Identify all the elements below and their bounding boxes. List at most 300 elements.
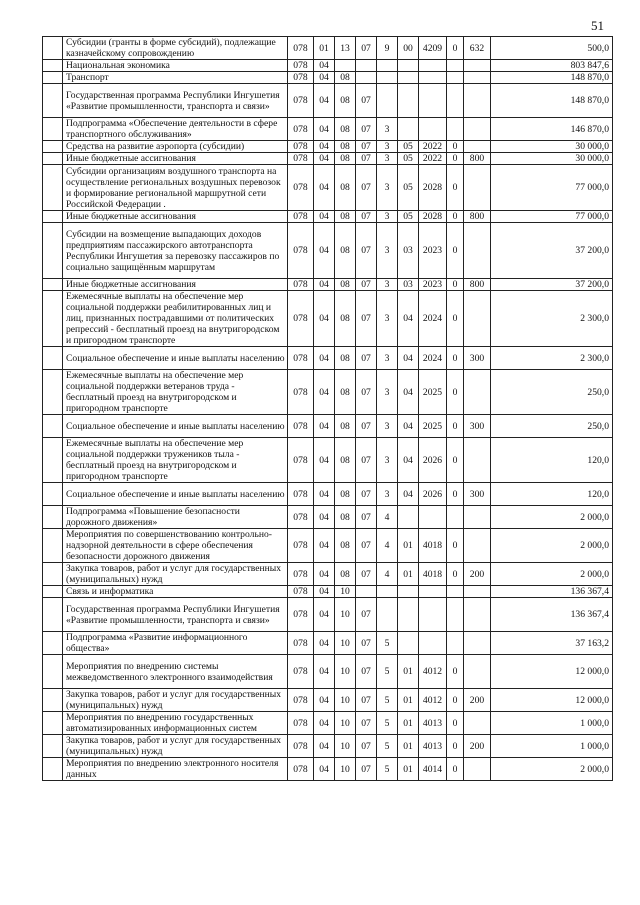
code-main-event: 01	[398, 689, 419, 712]
code-program: 07	[356, 279, 377, 291]
code-main-event: 04	[398, 415, 419, 438]
code-main-event	[398, 118, 419, 141]
code-admin: 078	[288, 118, 314, 141]
row-name: Закупка товаров, работ и услуг для государственных (муниципальных) нужд	[63, 689, 288, 712]
row-name: Иные бюджетные ассигнования	[63, 279, 288, 291]
table-row	[43, 632, 613, 655]
code-main-event: 03	[398, 279, 419, 291]
code-section: 04	[314, 506, 335, 529]
code-subprogram: 5	[377, 632, 398, 655]
code-extra	[447, 586, 464, 598]
code-subsection: 08	[335, 506, 356, 529]
code-program: 07	[356, 735, 377, 758]
table-row	[43, 735, 613, 758]
code-extra: 0	[447, 415, 464, 438]
code-direction	[419, 118, 447, 141]
code-subsection: 08	[335, 211, 356, 223]
code-subprogram	[377, 72, 398, 84]
code-expense-type: 800	[464, 211, 491, 223]
code-extra: 0	[447, 279, 464, 291]
code-subsection: 13	[335, 37, 356, 60]
code-direction: 2028	[419, 211, 447, 223]
code-program: 07	[356, 632, 377, 655]
table-row	[43, 415, 613, 438]
code-direction: 2023	[419, 223, 447, 279]
code-subsection: 10	[335, 632, 356, 655]
code-direction	[419, 506, 447, 529]
code-subsection: 08	[335, 118, 356, 141]
table-row	[43, 84, 613, 118]
table-row	[43, 165, 613, 211]
code-expense-type	[464, 506, 491, 529]
code-extra: 0	[447, 735, 464, 758]
row-index-cell	[43, 438, 63, 483]
code-direction: 2025	[419, 415, 447, 438]
code-extra	[447, 632, 464, 655]
code-expense-type	[464, 598, 491, 632]
row-sum: 136 367,4	[491, 598, 613, 632]
code-section: 04	[314, 415, 335, 438]
row-name: Средства на развитие аэропорта (субсидии)	[63, 141, 288, 153]
row-index-cell	[43, 291, 63, 347]
row-index-cell	[43, 415, 63, 438]
row-name: Социальное обеспечение и иные выплаты населению	[63, 415, 288, 438]
row-sum: 2 300,0	[491, 291, 613, 347]
code-main-event: 04	[398, 347, 419, 370]
code-subprogram: 5	[377, 655, 398, 689]
row-sum: 250,0	[491, 415, 613, 438]
row-index-cell	[43, 655, 63, 689]
row-index-cell	[43, 223, 63, 279]
table-row	[43, 506, 613, 529]
code-extra: 0	[447, 689, 464, 712]
code-program: 07	[356, 563, 377, 586]
code-admin: 078	[288, 279, 314, 291]
row-index-cell	[43, 483, 63, 506]
row-index-cell	[43, 211, 63, 223]
row-sum: 120,0	[491, 483, 613, 506]
code-subsection: 08	[335, 347, 356, 370]
code-section: 04	[314, 758, 335, 781]
code-program: 07	[356, 84, 377, 118]
code-direction	[419, 598, 447, 632]
code-section: 04	[314, 438, 335, 483]
budget-table-body	[43, 37, 613, 781]
code-subprogram: 3	[377, 153, 398, 165]
code-subsection: 10	[335, 598, 356, 632]
code-expense-type	[464, 118, 491, 141]
code-main-event	[398, 72, 419, 84]
code-section: 04	[314, 347, 335, 370]
code-subprogram: 3	[377, 370, 398, 415]
row-sum: 500,0	[491, 37, 613, 60]
row-name: Закупка товаров, работ и услуг для государственных (муниципальных) нужд	[63, 735, 288, 758]
code-expense-type: 800	[464, 279, 491, 291]
row-index-cell	[43, 153, 63, 165]
code-admin: 078	[288, 735, 314, 758]
row-index-cell	[43, 165, 63, 211]
code-subprogram: 9	[377, 37, 398, 60]
code-expense-type: 200	[464, 735, 491, 758]
code-admin: 078	[288, 37, 314, 60]
code-direction: 4013	[419, 712, 447, 735]
code-main-event: 01	[398, 758, 419, 781]
code-subprogram	[377, 60, 398, 72]
code-expense-type: 300	[464, 483, 491, 506]
table-row	[43, 153, 613, 165]
code-subprogram: 3	[377, 415, 398, 438]
row-sum: 77 000,0	[491, 211, 613, 223]
code-subsection: 10	[335, 712, 356, 735]
row-name: Ежемесячные выплаты на обеспечение мер социальной поддержки тружеников тыла - бесплатный проезд на внутригородском и пригородном транспорте	[63, 438, 288, 483]
table-row	[43, 347, 613, 370]
table-row	[43, 141, 613, 153]
code-subprogram: 3	[377, 279, 398, 291]
row-index-cell	[43, 529, 63, 563]
table-row	[43, 37, 613, 60]
code-program: 07	[356, 506, 377, 529]
code-expense-type	[464, 370, 491, 415]
code-main-event: 01	[398, 529, 419, 563]
code-subsection	[335, 60, 356, 72]
code-subsection: 08	[335, 141, 356, 153]
code-subsection: 10	[335, 689, 356, 712]
row-sum: 803 847,6	[491, 60, 613, 72]
code-expense-type: 800	[464, 153, 491, 165]
code-main-event: 05	[398, 211, 419, 223]
row-sum: 2 000,0	[491, 529, 613, 563]
code-admin: 078	[288, 153, 314, 165]
code-extra: 0	[447, 529, 464, 563]
code-direction: 4018	[419, 529, 447, 563]
code-expense-type: 200	[464, 563, 491, 586]
table-row	[43, 483, 613, 506]
table-row	[43, 586, 613, 598]
row-name: Подпрограмма «Развитие информационного общества»	[63, 632, 288, 655]
code-subsection: 08	[335, 563, 356, 586]
code-subsection: 08	[335, 279, 356, 291]
code-direction: 2024	[419, 347, 447, 370]
code-program: 07	[356, 415, 377, 438]
code-subsection: 08	[335, 438, 356, 483]
code-program	[356, 72, 377, 84]
row-index-cell	[43, 632, 63, 655]
code-admin: 078	[288, 483, 314, 506]
row-sum: 37 200,0	[491, 279, 613, 291]
code-direction: 4014	[419, 758, 447, 781]
code-admin: 078	[288, 563, 314, 586]
row-name: Ежемесячные выплаты на обеспечение мер социальной поддержки реабилитированных лиц и лиц, признанных пострадавшими от политических репрессий - бесплатный проезд на внутригородском и пригородном транспорте	[63, 291, 288, 347]
code-admin: 078	[288, 689, 314, 712]
code-expense-type	[464, 141, 491, 153]
code-main-event	[398, 598, 419, 632]
row-sum: 1 000,0	[491, 735, 613, 758]
row-name: Государственная программа Республики Ингушетия «Развитие промышленности, транспорта и связи»	[63, 598, 288, 632]
code-expense-type: 632	[464, 37, 491, 60]
code-section: 04	[314, 689, 335, 712]
row-sum: 12 000,0	[491, 689, 613, 712]
code-main-event: 01	[398, 712, 419, 735]
code-extra: 0	[447, 758, 464, 781]
table-row	[43, 529, 613, 563]
row-name: Национальная экономика	[63, 60, 288, 72]
code-admin: 078	[288, 655, 314, 689]
code-direction: 2025	[419, 370, 447, 415]
code-extra: 0	[447, 211, 464, 223]
code-section: 04	[314, 655, 335, 689]
row-name: Субсидии на возмещение выпадающих доходов предприятиям пассажирского автотранспорта Республики Ингушетия за перевозку пассажиров по социально защищённым маршрутам	[63, 223, 288, 279]
code-program: 07	[356, 758, 377, 781]
row-name: Подпрограмма «Повышение безопасности дорожного движения»	[63, 506, 288, 529]
code-program: 07	[356, 689, 377, 712]
code-extra: 0	[447, 655, 464, 689]
row-index-cell	[43, 712, 63, 735]
table-row	[43, 279, 613, 291]
code-extra	[447, 72, 464, 84]
code-expense-type	[464, 758, 491, 781]
code-extra: 0	[447, 438, 464, 483]
code-extra: 0	[447, 141, 464, 153]
code-main-event: 05	[398, 153, 419, 165]
code-expense-type: 200	[464, 689, 491, 712]
code-subprogram: 3	[377, 223, 398, 279]
row-index-cell	[43, 563, 63, 586]
row-index-cell	[43, 689, 63, 712]
code-direction: 2028	[419, 165, 447, 211]
code-subprogram: 5	[377, 735, 398, 758]
code-program: 07	[356, 483, 377, 506]
code-program: 07	[356, 438, 377, 483]
code-admin: 078	[288, 211, 314, 223]
row-index-cell	[43, 141, 63, 153]
table-row	[43, 211, 613, 223]
table-row	[43, 758, 613, 781]
code-main-event: 05	[398, 141, 419, 153]
code-main-event: 01	[398, 655, 419, 689]
code-main-event: 04	[398, 370, 419, 415]
code-program: 07	[356, 655, 377, 689]
row-name: Транспорт	[63, 72, 288, 84]
code-admin: 078	[288, 165, 314, 211]
code-expense-type	[464, 72, 491, 84]
row-index-cell	[43, 347, 63, 370]
code-expense-type	[464, 223, 491, 279]
code-direction: 2023	[419, 279, 447, 291]
row-name: Мероприятия по внедрению электронного носителя данных	[63, 758, 288, 781]
code-section: 04	[314, 598, 335, 632]
code-subprogram: 3	[377, 291, 398, 347]
code-section: 04	[314, 165, 335, 211]
code-admin: 078	[288, 72, 314, 84]
code-subprogram: 3	[377, 347, 398, 370]
code-program: 07	[356, 712, 377, 735]
code-main-event: 03	[398, 223, 419, 279]
code-section: 04	[314, 483, 335, 506]
code-section: 01	[314, 37, 335, 60]
row-sum: 136 367,4	[491, 586, 613, 598]
row-name: Иные бюджетные ассигнования	[63, 153, 288, 165]
code-subprogram: 5	[377, 689, 398, 712]
code-main-event: 04	[398, 438, 419, 483]
row-sum: 2 000,0	[491, 506, 613, 529]
code-program: 07	[356, 165, 377, 211]
code-main-event: 00	[398, 37, 419, 60]
code-admin: 078	[288, 60, 314, 72]
code-direction: 2026	[419, 438, 447, 483]
code-subsection: 08	[335, 72, 356, 84]
code-subprogram: 3	[377, 118, 398, 141]
row-name: Социальное обеспечение и иные выплаты населению	[63, 347, 288, 370]
code-section: 04	[314, 60, 335, 72]
code-expense-type	[464, 655, 491, 689]
code-subprogram: 5	[377, 712, 398, 735]
code-program: 07	[356, 37, 377, 60]
code-expense-type	[464, 60, 491, 72]
code-subprogram: 3	[377, 165, 398, 211]
code-extra	[447, 118, 464, 141]
row-name: Субсидии организациям воздушного транспорта на осуществление региональных воздушных перевозок и формирование региональной маршрутной сети Российской Федерации .	[63, 165, 288, 211]
table-row	[43, 598, 613, 632]
table-row	[43, 438, 613, 483]
row-index-cell	[43, 506, 63, 529]
code-main-event: 05	[398, 165, 419, 211]
code-program: 07	[356, 153, 377, 165]
row-sum: 2 000,0	[491, 758, 613, 781]
code-extra: 0	[447, 223, 464, 279]
row-name: Мероприятия по совершенствованию контрольно-надзорной деятельности в сфере обеспечения безопасности дорожного движения	[63, 529, 288, 563]
code-section: 04	[314, 279, 335, 291]
code-admin: 078	[288, 598, 314, 632]
row-sum: 12 000,0	[491, 655, 613, 689]
code-main-event: 04	[398, 483, 419, 506]
code-admin: 078	[288, 223, 314, 279]
code-admin: 078	[288, 529, 314, 563]
code-program: 07	[356, 347, 377, 370]
row-index-cell	[43, 60, 63, 72]
table-row	[43, 118, 613, 141]
code-section: 04	[314, 712, 335, 735]
code-admin: 078	[288, 141, 314, 153]
code-section: 04	[314, 291, 335, 347]
code-subprogram: 4	[377, 506, 398, 529]
code-main-event: 01	[398, 563, 419, 586]
code-extra: 0	[447, 712, 464, 735]
code-expense-type	[464, 712, 491, 735]
row-index-cell	[43, 279, 63, 291]
code-program: 07	[356, 223, 377, 279]
code-subprogram: 3	[377, 483, 398, 506]
row-name: Мероприятия по внедрению системы межведомственного электронного взаимодействия	[63, 655, 288, 689]
code-admin: 078	[288, 347, 314, 370]
code-extra: 0	[447, 370, 464, 415]
row-sum: 2 300,0	[491, 347, 613, 370]
code-subsection: 10	[335, 655, 356, 689]
code-admin: 078	[288, 415, 314, 438]
code-subprogram	[377, 84, 398, 118]
row-name: Подпрограмма «Обеспечение деятельности в сфере транспортного обслуживания»	[63, 118, 288, 141]
table-row	[43, 72, 613, 84]
code-direction: 2024	[419, 291, 447, 347]
row-name: Субсидии (гранты в форме субсидий), подлежащие казначейскому сопровождению	[63, 37, 288, 60]
code-extra: 0	[447, 165, 464, 211]
page-number: 51	[591, 18, 604, 33]
row-name: Государственная программа Республики Ингушетия «Развитие промышленности, транспорта и связи»	[63, 84, 288, 118]
code-section: 04	[314, 632, 335, 655]
row-sum: 37 200,0	[491, 223, 613, 279]
code-subprogram: 4	[377, 563, 398, 586]
row-index-cell	[43, 758, 63, 781]
code-main-event	[398, 60, 419, 72]
row-name: Закупка товаров, работ и услуг для государственных (муниципальных) нужд	[63, 563, 288, 586]
table-row	[43, 291, 613, 347]
code-subsection: 08	[335, 529, 356, 563]
code-expense-type	[464, 291, 491, 347]
row-index-cell	[43, 72, 63, 84]
code-main-event	[398, 84, 419, 118]
code-subprogram: 3	[377, 141, 398, 153]
code-subsection: 10	[335, 758, 356, 781]
code-subsection: 08	[335, 483, 356, 506]
code-section: 04	[314, 72, 335, 84]
row-sum: 250,0	[491, 370, 613, 415]
row-name: Иные бюджетные ассигнования	[63, 211, 288, 223]
table-row	[43, 60, 613, 72]
code-subsection: 10	[335, 735, 356, 758]
code-subsection: 08	[335, 84, 356, 118]
code-section: 04	[314, 735, 335, 758]
code-program: 07	[356, 529, 377, 563]
code-subsection: 08	[335, 370, 356, 415]
code-direction	[419, 72, 447, 84]
code-direction: 4209	[419, 37, 447, 60]
code-admin: 078	[288, 758, 314, 781]
row-sum: 2 000,0	[491, 563, 613, 586]
code-program	[356, 60, 377, 72]
table-row	[43, 370, 613, 415]
code-expense-type	[464, 632, 491, 655]
code-section: 04	[314, 370, 335, 415]
code-admin: 078	[288, 370, 314, 415]
table-row	[43, 563, 613, 586]
code-subsection: 08	[335, 415, 356, 438]
code-direction: 4012	[419, 655, 447, 689]
code-extra	[447, 506, 464, 529]
row-sum: 148 870,0	[491, 84, 613, 118]
table-row	[43, 223, 613, 279]
code-admin: 078	[288, 586, 314, 598]
code-admin: 078	[288, 712, 314, 735]
row-name: Мероприятия по внедрению государственных автоматизированных информационных систем	[63, 712, 288, 735]
code-section: 04	[314, 84, 335, 118]
code-expense-type	[464, 586, 491, 598]
code-subsection: 08	[335, 223, 356, 279]
row-sum: 148 870,0	[491, 72, 613, 84]
code-section: 04	[314, 586, 335, 598]
code-section: 04	[314, 529, 335, 563]
code-main-event: 04	[398, 291, 419, 347]
row-index-cell	[43, 735, 63, 758]
row-index-cell	[43, 598, 63, 632]
code-expense-type: 300	[464, 347, 491, 370]
code-direction: 4018	[419, 563, 447, 586]
code-subsection: 08	[335, 153, 356, 165]
code-direction: 2026	[419, 483, 447, 506]
code-expense-type	[464, 438, 491, 483]
code-subprogram: 3	[377, 211, 398, 223]
code-admin: 078	[288, 84, 314, 118]
code-admin: 078	[288, 438, 314, 483]
code-admin: 078	[288, 632, 314, 655]
